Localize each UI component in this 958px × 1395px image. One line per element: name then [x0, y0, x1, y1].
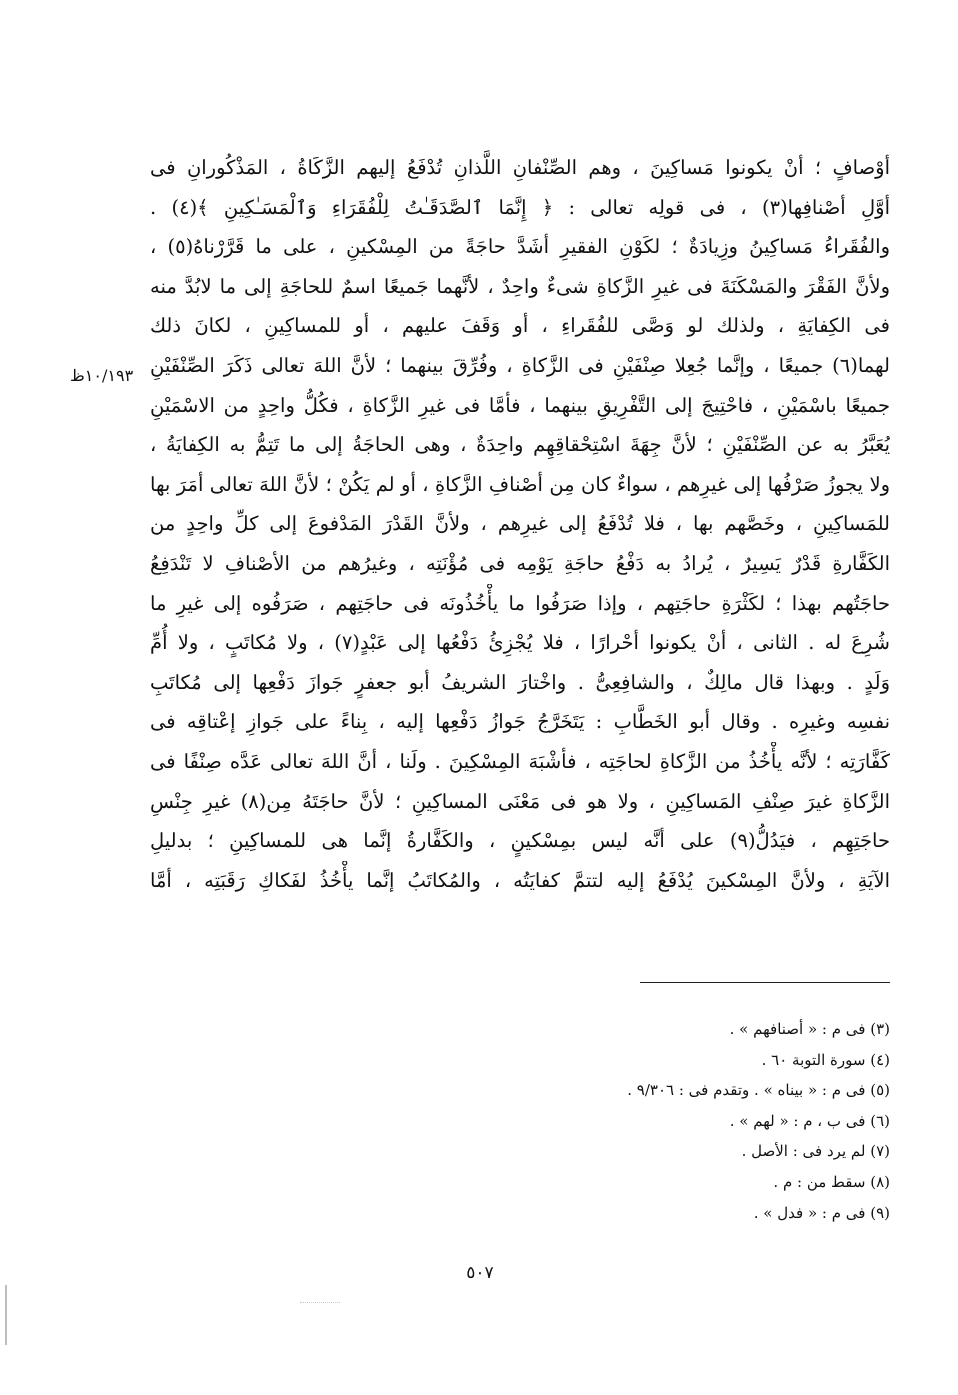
text-line: والفُقَراءُ مَساكِينُ وزِيادَةٌ ؛ لكَوْنِ الفقيرِ أشَدَّ حاجَةً من المِسْكينِ ، على ما قَرَّرْناهُ(٥) ، — [150, 235, 890, 259]
footnote-separator — [640, 982, 890, 983]
page-number: ٥٠٧ — [466, 1263, 494, 1283]
text-line: جميعًا باسْمَيْنِ ، فاحْتِيجَ إلى التَّفْرِيقِ بينهما ، فأمَّا فى غيرِ الزَّكاةِ ، فكُلُّ واحِدٍ من الاسْمَيْنِ — [150, 393, 890, 417]
text-line: فى الكِفايَةِ ، ولذلك لو وَصَّى للفُقَراءِ ، أو وَقَفَ عليهم ، أو للمساكِينِ ، لكانَ ذلك — [150, 314, 890, 338]
scan-dust-mark — [300, 1302, 340, 1303]
text-line: أوَّلِ أصْنافِها(٣) ، فى قولِه تعالى : ﴿ إِنَّمَا ٱلصَّدَقَـٰتُ لِلْفُقَرَاءِ وَٱلْمَسَـٰكِينِ ﴾(٤) . — [150, 195, 890, 219]
text-line: شُرِعَ له . الثانى ، أنْ يكونوا أحْرارًا ، فلا يُجْزِئُ دَفْعُها إلى عَبْدٍ(٧) ، ولا مُكاتَبٍ ، ولا أُمِّ — [150, 631, 890, 655]
text-line: أوْصافٍ ؛ أنْ يكونوا مَساكِينَ ، وهم الصِّنْفانِ اللَّذانِ تُدْفَعُ إليهم الزَّكَاةُ ، المَذْكُورانِ فى — [150, 156, 890, 179]
text-line: الزَّكاةِ غيرَ صِنْفِ المَساكِينِ ، ولا هو فى مَعْنَى المساكِينِ ؛ لأنَّ حاجَتَهُ مِن(٨) غيرِ جِنْسِ — [150, 789, 890, 813]
text-line: وَلَدٍ . وبهذا قال مالِكٌ ، والشافِعِىُّ . واخْتارَ الشريفُ أبو جعفرٍ جَوازَ دَفْعِها إلى مُكاتَبِ — [150, 670, 890, 694]
footnote: (٨) سقط من : م . — [773, 1172, 890, 1191]
footnote: (٣) فى م : « أصنافهم » . — [729, 1020, 890, 1038]
text-line: نفسِه وغيرِه . وقال أبو الخَطَّابِ : يَتَخَرَّجُ جَوازُ دَفْعِها إليه ، بِناءً على جَوازِ إعْتاقِه فى — [150, 710, 890, 734]
text-line: الآيَةِ ، ولأنَّ المِسْكينَ يُدْفَعُ إليه لتتمَّ كفايَتُه ، والمُكاتَبُ إنَّما يأْخُذُ لفَكاكِ رَقَبَتِه ، أمَّا — [150, 868, 890, 892]
footnote: (٤) سورة التوبة ٦٠ . — [761, 1050, 890, 1069]
footnotes — [300, 1014, 890, 1228]
footnote: (٦) فى ب ، م : « لهم » . — [729, 1111, 890, 1130]
margin-folio-reference: ١٠/١٩٣ظ — [70, 366, 134, 385]
text-line: كَفَّارَتِه ؛ لأنَّه يأْخُذُ من الزَّكاةِ لحاجَتِه ، فأشْبَهَ المِسْكِينَ . ولَنا ، أنَّ اللهَ تعالى عَدَّه صِنْفًا فى — [150, 749, 890, 773]
main-text — [150, 148, 890, 900]
footnote: (٧) لم يرد فى : الأصل . — [741, 1142, 890, 1161]
footnote: (٥) فى م : « بيناه » . وتقدم فى : ٩/٣٠٦ . — [627, 1081, 890, 1100]
text-line: للمَساكِينِ ، وخَصَّهم بها ، فلا تُدْفَعُ إلى غيرِهم ، ولأنَّ القَدْرَ المَدْفوعَ إلى كلِّ واحِدٍ من — [150, 512, 890, 536]
text-line: ولا يجوزُ صَرْفُها إلى غيرِهم ، سواءٌ كان مِن أصْنافِ الزَّكاةِ ، أو لم يَكُنْ ؛ لأنَّ اللهَ تعالى أمَرَ بها — [150, 472, 890, 496]
text-line: يُعَبَّرُ به عن الصِّنْفَيْنِ ؛ لأنَّ جِهَةَ اسْتِحْقاقِهِم واحِدَةٌ ، وهى الحاجَةُ إلى ما تَتِمُّ به الكِفايَةُ ، — [150, 433, 890, 457]
footnote: (٩) فى م : « فدل » . — [753, 1203, 890, 1222]
scan-edge-mark — [5, 1285, 7, 1345]
text-line: الكَفَّارةِ قَدْرٌ يَسِيرٌ ، يُرادُ به دَفْعُ حاجَةِ يَوْمِه فى مُؤْنَتِه ، وغيرُهم من الأصْنافِ لا تَنْدَفِعُ — [150, 551, 890, 575]
text-line: لهما(٦) جميعًا ، وإنَّما جُعِلا صِنْفَيْنِ فى الزَّكاةِ ، وفُرِّقَ بينهما ؛ لأنَّ اللهَ تعالى ذَكَرَ الصِّنْفَيْنِ — [150, 353, 890, 377]
text-line: حاجَتِهِم ، فيَدُلُّ(٩) على أنَّه ليس بمِسْكينٍ ، والكَفَّارةُ إنَّما هى للمساكِينِ ؛ بدليلِ — [150, 829, 890, 853]
text-line: حاجَتُهم بهذا ؛ لكَثْرَةِ حاجَتِهم ، وإذا صَرَفُوا ما يأْخُذُونَه فى حاجَتِهم ، صَرَفُوه إلى غيرِ ما — [150, 591, 890, 615]
text-line: ولأنَّ الفَقْرَ والمَسْكَنَةَ فى غيرِ الزَّكاةِ شىءٌ واحِدٌ ، لأنَّهما جَميعًا اسمٌ للحاجَةِ إلى ما لابُدَّ منه — [150, 274, 890, 298]
